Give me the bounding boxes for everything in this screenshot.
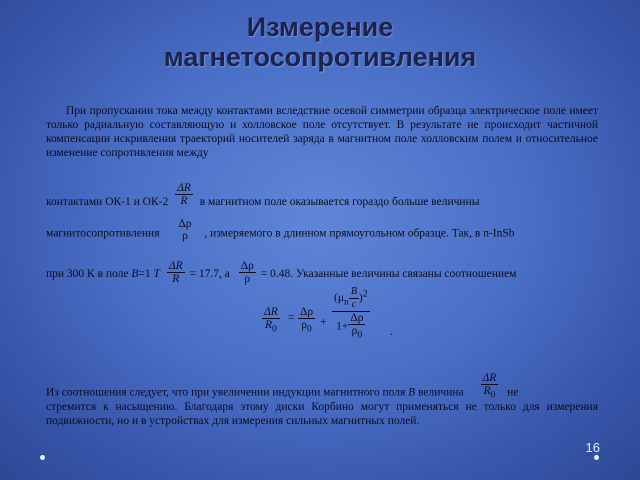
main-formula [262,286,402,358]
f-sym-drho-2: Δρ [350,312,364,324]
para2-text-a: Из соотношения следует, что при увеличении индукции магнитного поля [46,386,406,399]
text-and: , а [218,268,230,281]
f-c: c [351,299,357,310]
f-one-plus: 1+ [336,320,349,333]
f-mu: μ [337,292,345,305]
slide-title [0,12,640,72]
sym-B-1: B [131,268,139,281]
fraction-dR-R-2 [167,260,185,285]
para2-sym-B: B [408,386,416,399]
f-sym-drho: Δρ [300,306,314,318]
para2-text-b: величина [418,386,464,399]
contacts-text-b: в магнитном поле оказывается гораздо больше величины [199,196,480,209]
f-sym-rho0-2: ρ [351,325,358,337]
value-0-48: = 0.48 [260,268,291,281]
f-sub-n: n [344,296,349,308]
fraction-drho-rho-2 [239,260,256,285]
sym-dR-2: ΔR [168,260,183,272]
f-sub-0: 0 [272,323,277,335]
sym-T: Т [153,268,160,281]
contacts-text-a: контактами ОК-1 и ОК-2 [46,196,169,209]
title-line-2: магнетосопротивления [163,42,477,72]
sym-drho: Δρ [178,218,192,230]
text-300k-end: . Указанные величины связаны соотношением [290,268,517,281]
fraction-drho-rho [176,218,193,242]
value-17-7: = 17.7 [189,268,219,281]
para2-fraction [481,372,499,401]
f-plus: + [320,316,327,328]
sym-rho-2: ρ [244,273,251,285]
sym-R-2: R [172,273,180,285]
magneto-text-b: , измеряемого в длинном прямоугольном образце. Так, в n-InSb [204,227,515,240]
title-line-1: Измерение [246,12,394,42]
eq-1: =1 [138,268,151,281]
sym-dR: ΔR [177,182,191,194]
f-B: B [350,286,357,297]
sym-rho: ρ [182,230,188,242]
sym-drho-2: Δρ [240,260,254,272]
formula-lhs [262,306,280,335]
f-eq: = [288,312,295,324]
f-sub-0b: 0 [307,323,312,335]
line-300k [46,262,598,287]
paragraph-1: При пропускании тока между контактами вследствие осевой симметрии образца электрическое поле имеет только радиальную составляющую и холловское поле отсутствует. В результате не происходит частичной компенсации искривления траекторий носителей заряда в магнитном поле холловским полем и относительное изменение сопротивления между [46,105,598,159]
decor-dot-left [40,455,45,460]
text-300k: при 300 К в поле [46,268,129,281]
para2-sub-0: 0 [490,389,496,401]
para2-sym-dR: ΔR [482,372,497,384]
formula-rhs-1 [298,306,315,335]
f-sym-dR: ΔR [264,306,278,318]
f-dot: . [390,326,393,338]
decor-dot-right [594,455,599,460]
para2-text-c: не [507,386,519,399]
page-number: 16 [585,440,600,455]
fraction-dR-R [175,182,193,207]
f-sym-R0: R [264,319,272,331]
paragraph-2-rest: стремится к насыщению. Благодаря этому диски Корбино могут применяться не только для измерения подвижности, но и в устройствах для измерения сильных магнитных полей. [46,401,598,427]
f-sub-0c: 0 [357,329,363,341]
line-magneto [46,218,598,246]
f-sq: 2 [362,288,368,300]
sym-R: R [180,195,188,207]
f-sym-rho0: ρ [301,319,308,331]
formula-rhs-2: ($\mu_n$ $\frac{B}{c}$ )$^2$ 1+ $\frac{\Delta\rho}{\rho_0}$ [334,286,368,341]
para2-sym-R0: R [483,385,491,397]
magneto-text-a: магнитосопротивления [46,227,160,240]
